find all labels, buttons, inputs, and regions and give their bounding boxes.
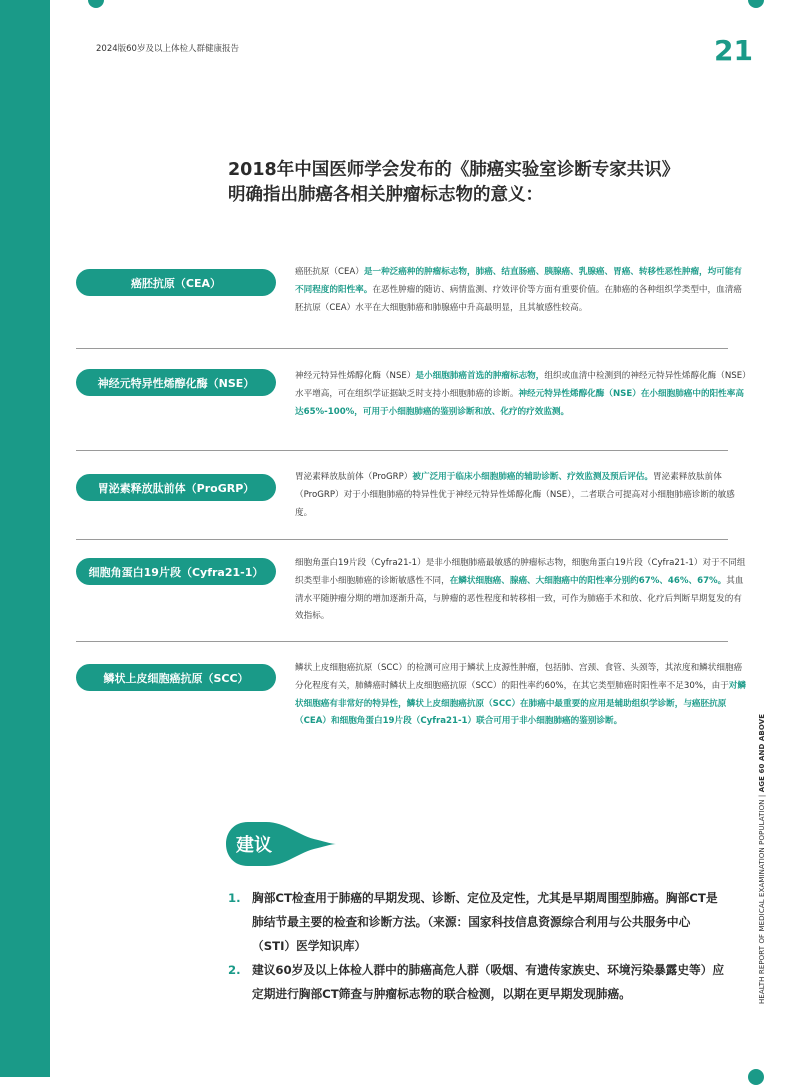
headline-line-1: 2018年中国医师学会发布的《肺癌实验室诊断专家共识》 — [228, 160, 680, 180]
decorative-dot — [748, 0, 764, 8]
body-text: 组织或血清中检测到的神经元特异性烯醇化酶（NSE）水平增高，可在组织学证据缺乏时支持小细胞肺癌的诊断。 — [295, 371, 747, 399]
marker-description — [295, 264, 747, 317]
highlighted-text: 是小细胞肺癌首选的肿瘤标志物， — [415, 371, 545, 381]
side-label-main: HEALTH REPORT OF MEDICAL EXAMINATION POPULATION — [758, 799, 766, 1004]
divider — [76, 450, 728, 451]
side-label-bold: AGE 60 AND ABOVE — [758, 713, 766, 793]
list-item-number: 2. — [228, 963, 241, 977]
highlighted-text: 是一种泛癌种的肿瘤标志物，肺癌、结直肠癌、胰腺癌、乳腺癌、胃癌、转移性恶性肿瘤，均可能有不同程度的阳性率。 — [295, 267, 743, 295]
list-item-text: 胸部CT检查用于肺癌的早期发现、诊断、定位及定性，尤其是早期周围型肺癌。胸部CT是肺结节最主要的检查和诊断方法。（来源：国家科技信息资源综合利用与公共服务中心（STI）医学知识库） — [252, 891, 718, 953]
divider — [76, 641, 728, 642]
marker-description — [295, 660, 747, 731]
running-title: 2024版60岁及以上体检人群健康报告 — [96, 44, 239, 54]
divider — [76, 539, 728, 540]
decorative-dot — [88, 0, 104, 8]
highlighted-text: 被广泛用于临床小细胞肺癌的辅助诊断、疗效监测及预后评估。 — [412, 472, 654, 482]
body-text: 胃泌素释放肽前体（ProGRP）对于小细胞肺癌的特异性优于神经元特异性烯醇化酶（NSE），二者联合可提高对小细胞肺癌诊断的敏感度。 — [295, 472, 735, 518]
section-headline — [228, 158, 748, 208]
divider — [76, 348, 728, 349]
decorative-dot — [748, 1069, 764, 1085]
side-label-sep: | — [758, 792, 766, 800]
body-text: 鳞状上皮细胞癌抗原（SCC）的检测可应用于鳞状上皮源性肿瘤，包括肺、宫颈、食管、头颈等，其浓度和鳞状细胞癌分化程度有关，肺鳞癌时鳞状上皮细胞癌抗原（SCC）的阳性率约60%，在其它类型肺癌时阳性率不足30%，由于 — [295, 663, 743, 691]
body-text: 细胞角蛋白19片段（Cyfra21-1）是非小细胞肺癌最敏感的肿瘤标志物，细胞角蛋白19片段（Cyfra21-1）对于不同组织类型非小细胞肺癌的诊断敏感性不同， — [295, 558, 746, 586]
page-number: 21 — [714, 34, 753, 67]
marker-pill: 鳞状上皮细胞癌抗原（SCC） — [76, 664, 276, 691]
left-color-band — [0, 0, 50, 1077]
body-text: 癌胚抗原（CEA） — [295, 267, 364, 277]
body-text: 胃泌素释放肽前体（ProGRP） — [295, 472, 413, 482]
marker-description — [295, 555, 747, 626]
marker-description — [295, 469, 747, 522]
marker-description — [295, 368, 747, 421]
body-text: 在恶性肿瘤的随访、病情监测、疗效评价等方面有重要价值。在肺癌的各种组织学类型中，血清癌胚抗原（CEA）水平在大细胞肺癌和肺腺癌中升高最明显，且其敏感性较高。 — [295, 284, 742, 313]
headline-line-2: 明确指出肺癌各相关肿瘤标志物的意义： — [228, 185, 543, 205]
list-item — [228, 958, 728, 1006]
side-report-label — [758, 714, 766, 1004]
list-item — [228, 886, 728, 958]
recommendation-list — [228, 886, 728, 1006]
marker-pill: 细胞角蛋白19片段（Cyfra21-1） — [76, 558, 276, 585]
marker-pill: 癌胚抗原（CEA） — [76, 269, 276, 296]
list-item-text: 建议60岁及以上体检人群中的肺癌高危人群（吸烟、有遗传家族史、环境污染暴露史等）应定期进行胸部CT筛查与肿瘤标志物的联合检测，以期在更早期发现肺癌。 — [252, 963, 725, 1001]
body-text: 神经元特异性烯醇化酶（NSE） — [295, 371, 416, 381]
marker-pill: 神经元特异性烯醇化酶（NSE） — [76, 369, 276, 396]
marker-pill: 胃泌素释放肽前体（ProGRP） — [76, 474, 276, 501]
highlighted-text: 在鳞状细胞癌、腺癌、大细胞癌中的阳性率分别约67%、46%、67%。 — [449, 575, 727, 586]
advice-title: 建议 — [236, 835, 272, 856]
body-text: 其血清水平随肿瘤分期的增加逐渐升高，与肿瘤的恶性程度和转移相一致，可作为肺癌手术和放、化疗后判断早期复发的有效指标。 — [295, 575, 744, 622]
list-item-number: 1. — [228, 891, 241, 905]
highlighted-text: 对鳞状细胞癌有非常好的特异性，鳞状上皮细胞癌抗原（SCC）在肺癌中最重要的应用是辅助组织学诊断，与癌胚抗原（CEA）和细胞角蛋白19片段（Cyfra21-1）联合可用于非小细胞肺癌的鉴别诊断。 — [295, 680, 746, 727]
highlighted-text: 神经元特异性烯醇化酶（NSE）在小细胞肺癌中的阳性率高达65%-100%，可用于小细胞肺癌的鉴别诊断和放、化疗的疗效监测。 — [295, 388, 744, 417]
